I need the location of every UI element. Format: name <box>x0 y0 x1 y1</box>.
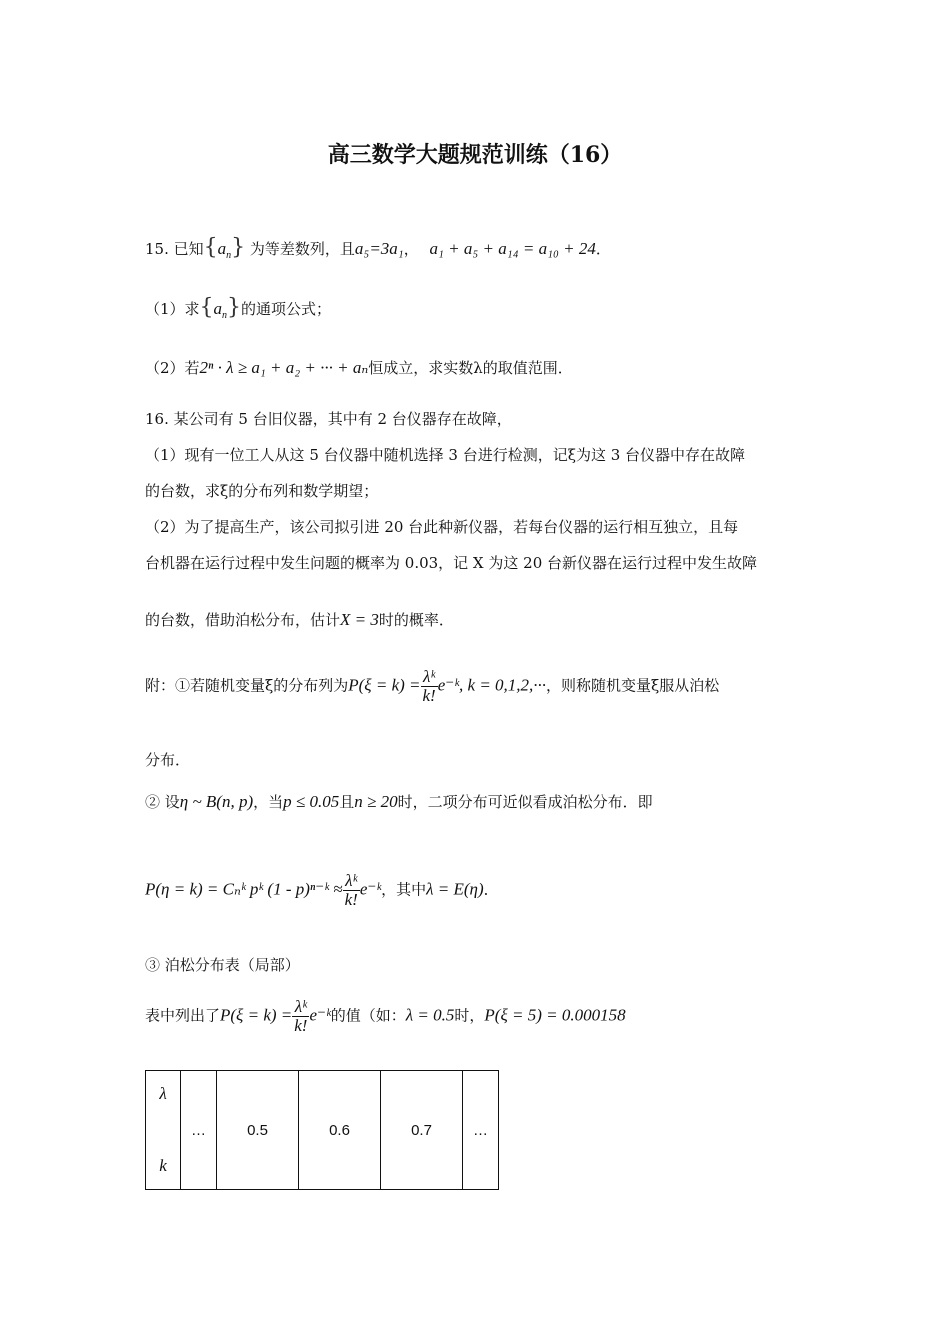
brace-right-icon: } <box>231 235 246 260</box>
q15-prefix: 15. 已知 <box>145 240 204 258</box>
note2-formula-left: P(η = k) = Cₙᵏ pᵏ (1 - p)ⁿ⁻ᵏ ≈ <box>145 879 343 899</box>
note2-formula-right: e⁻ᵏ <box>359 879 382 899</box>
table-cell: 0.5 <box>217 1071 299 1190</box>
note3-lambda: λ = 0.5 <box>405 1005 455 1025</box>
q15-part2 <box>145 358 573 378</box>
header-k: k <box>159 1156 167 1175</box>
q15-part2-expr: 2ⁿ · λ ≥ a₁ + a₂ + ··· + aₙ <box>199 358 369 377</box>
note3-mid2: 时， <box>454 1006 485 1025</box>
table-header-cell <box>146 1071 181 1190</box>
q16-note3 <box>145 998 626 1035</box>
note2-expr1: η ~ B(n, p) <box>179 792 254 811</box>
note3-prefix: 表中列出了 <box>145 1006 221 1025</box>
q15-part1-seq: a <box>213 299 223 318</box>
q16-part1-line1: （1）现有一位工人从这 5 台仪器中随机选择 3 台进行检测，记ξ为这 3 台仪器中存在故障 <box>145 446 746 464</box>
note1-frac-den: k! <box>422 686 436 705</box>
q15-part2-prefix: （2）若 <box>145 359 200 377</box>
note2-prefix: ② 设 <box>145 793 180 811</box>
note3-frac-den: k! <box>294 1016 308 1035</box>
q16-note3-title: ③ 泊松分布表（局部） <box>145 956 300 974</box>
note1-fraction <box>421 668 438 705</box>
table-cell: 0.6 <box>299 1071 381 1190</box>
q15-cond2: a₁ + a₅ + a₁₄ = a₁₀ + 24 <box>429 239 596 258</box>
q16-line3-expr: X = 3 <box>340 610 379 629</box>
note3-fraction <box>292 998 309 1035</box>
note2-suffix: 时，二项分布可近似看成泊松分布．即 <box>397 793 653 811</box>
q15-part1 <box>145 295 332 326</box>
table-row <box>146 1071 499 1190</box>
q15-part2-suffix: 恒成立，求实数λ的取值范围． <box>368 359 573 377</box>
note2-mid2: 且 <box>339 793 355 811</box>
q15-part1-seq-sub: n <box>222 310 228 321</box>
q15-statement <box>145 235 611 266</box>
q16-part2-line3 <box>145 610 454 630</box>
brace-left-icon: { <box>199 295 214 320</box>
table-cell: 0.7 <box>381 1071 463 1190</box>
q16-intro: 16. 某公司有 5 台旧仪器，其中有 2 台仪器存在故障， <box>145 410 512 428</box>
note1-frac-num: λᵏ <box>421 668 438 687</box>
brace-left-icon: { <box>203 235 218 260</box>
q15-end: ． <box>595 240 611 258</box>
q16-line3-suffix: 时的概率． <box>378 611 454 629</box>
q15-seq-symbol: a <box>217 239 227 258</box>
note1-expr-left: P(ξ = k) = <box>348 675 421 695</box>
note2-frac-den: k! <box>344 890 358 909</box>
note3-expr-right: e⁻ᵏ <box>309 1005 331 1025</box>
note3-example: P(ξ = 5) = 0.000158 <box>484 1005 626 1025</box>
q16-note1 <box>145 668 719 705</box>
q16-part2-line1: （2）为了提高生产，该公司拟引进 20 台此种新仪器，若每台仪器的运行相互独立，且每 <box>145 518 739 536</box>
note1-expr-right: e⁻ᵏ, k = 0,1,2,··· <box>437 675 547 695</box>
note2-fraction <box>343 872 360 909</box>
q15-part1-prefix: （1）求 <box>145 300 200 318</box>
note2-frac-num: λᵏ <box>343 872 360 891</box>
note2-formula-end: ． <box>483 880 499 899</box>
q16-line3-prefix: 的台数，借助泊松分布，估计 <box>145 611 341 629</box>
q16-note1-line2: 分布． <box>145 751 191 769</box>
q15-desc: 为等差数列，且 <box>249 240 355 258</box>
q16-part1-line2: 的台数，求ξ的分布列和数学期望； <box>145 482 379 500</box>
note3-expr-left: P(ξ = k) = <box>220 1005 293 1025</box>
note1-suffix: ，则称随机变量ξ服从泊松 <box>546 676 720 695</box>
poisson-table <box>145 1070 499 1190</box>
page-title: 高三数学大题规范训练（16） <box>327 142 623 168</box>
q16-part2-line2: 台机器在运行过程中发生问题的概率为 0.03，记 X 为这 20 台新仪器在运行过程中发生故障 <box>145 554 758 572</box>
q15-cond1: a₅=3a₁ <box>354 239 404 258</box>
table-cell: … <box>181 1071 217 1190</box>
note3-mid: 的值（如： <box>330 1006 406 1025</box>
q16-note2 <box>145 792 653 812</box>
header-lambda: λ <box>159 1084 167 1103</box>
note2-expr2: p ≤ 0.05 <box>283 792 340 811</box>
table-cell: … <box>463 1071 499 1190</box>
q15-seq-sub: n <box>226 250 232 261</box>
note2-expr3: n ≥ 20 <box>354 792 398 811</box>
note3-frac-num: λᵏ <box>292 998 309 1017</box>
q15-comma: ， <box>403 240 419 258</box>
note2-mid1: ，当 <box>253 793 284 811</box>
q16-note2-formula <box>145 872 499 909</box>
note2-formula-lambda: λ = E(η) <box>426 879 484 899</box>
note2-formula-mid: ，其中 <box>381 880 427 899</box>
q15-part1-suffix: 的通项公式； <box>241 300 332 318</box>
note1-prefix: 附：①若随机变量ξ的分布列为 <box>145 676 349 695</box>
brace-right-icon: } <box>227 295 242 320</box>
